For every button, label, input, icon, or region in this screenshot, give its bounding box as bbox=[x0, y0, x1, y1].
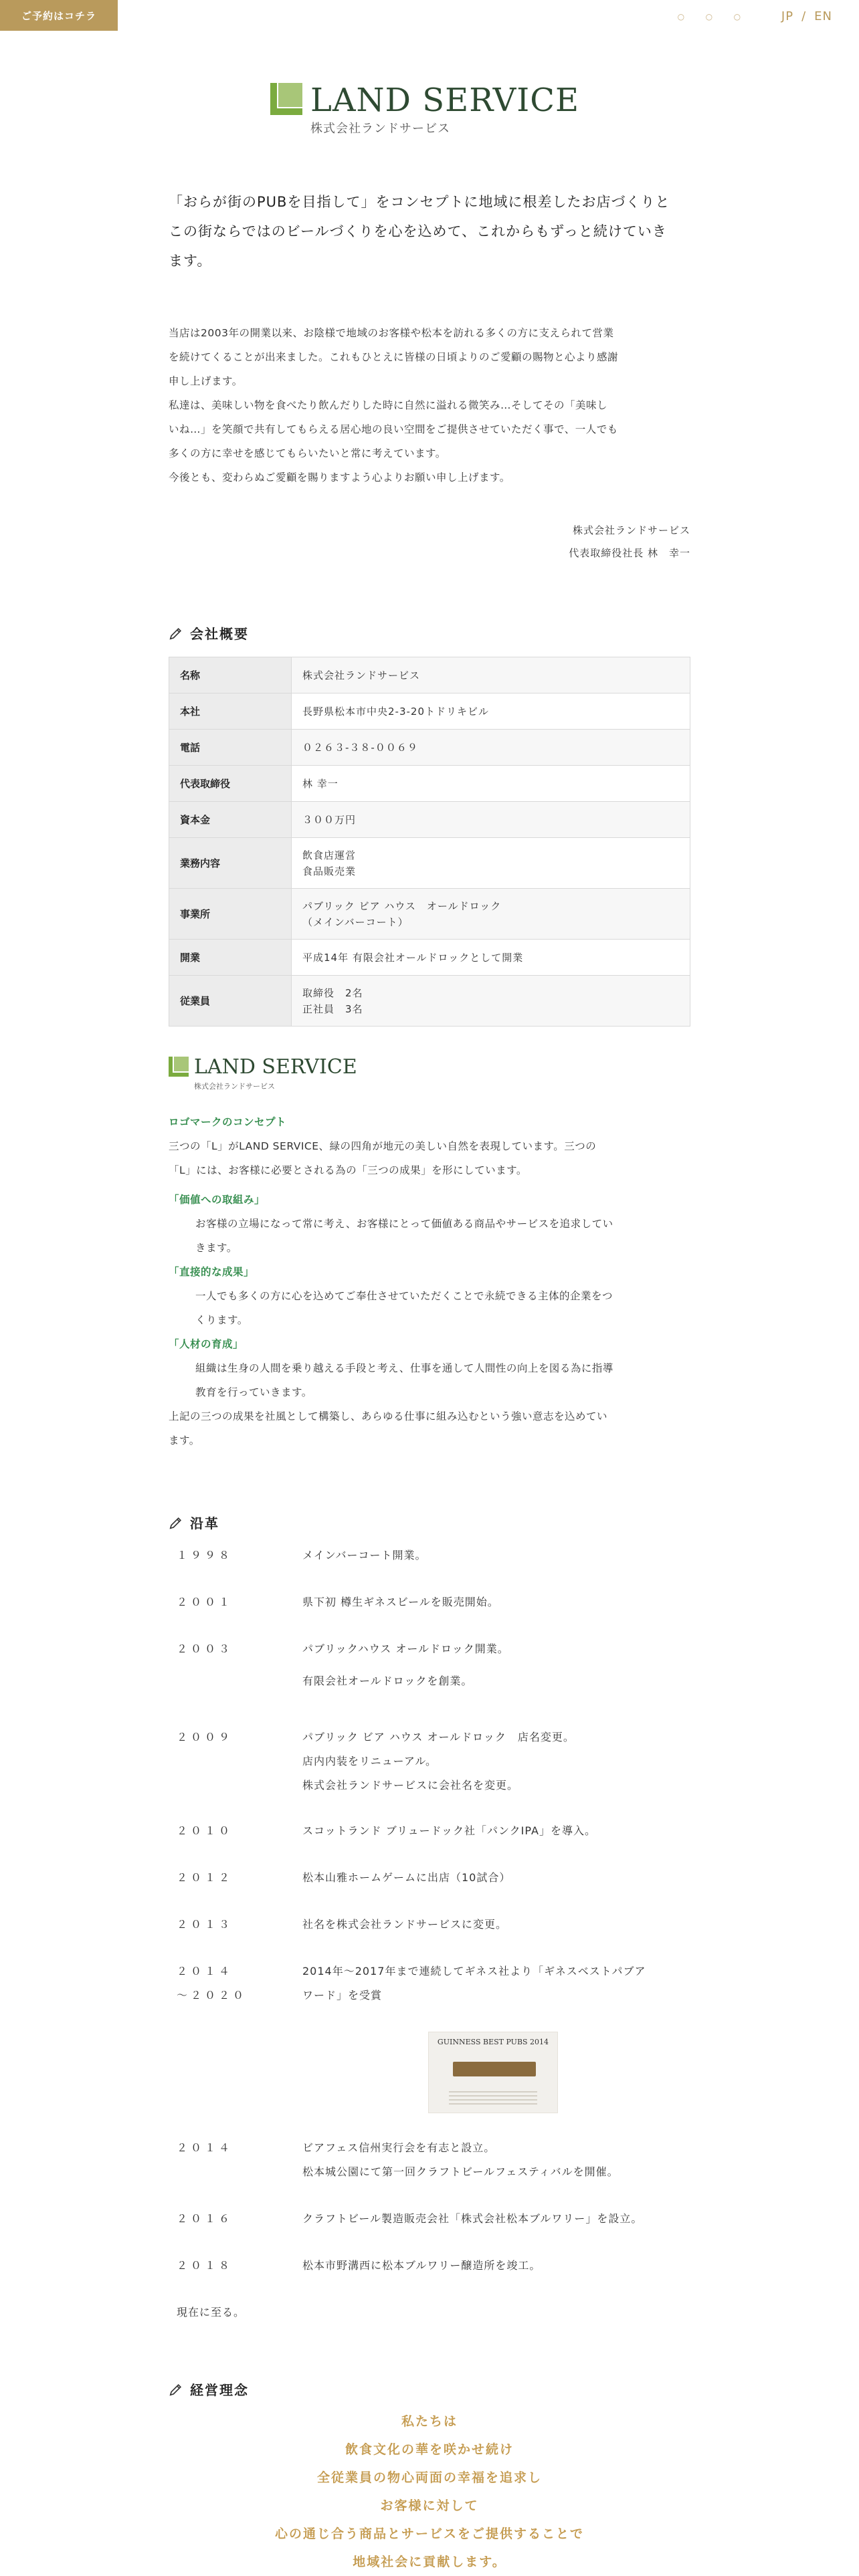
table-row: 開業 平成14年 有限会社オールドロックとして開業 bbox=[169, 940, 690, 976]
table-row: 従業員 取締役 2名 正社員 3名 bbox=[169, 976, 690, 1027]
logo-subtitle: 株式会社ランドサービス bbox=[310, 122, 450, 136]
lang-en-link[interactable]: EN bbox=[814, 9, 832, 23]
award-title: GUINNESS BEST PUBS 2014 bbox=[437, 2038, 549, 2046]
logo-concept: ロゴマークのコンセプト 三つの「L」がLAND SERVICE、緑の四角が地元の美しい自然を表現しています。三つの 「L」には、お客様に必要とされる為の「三つの成果」を形にしています。 「価値への取組み」 お客様の立場になって常に考え、お客様にとって価値ある商品やサービスを追求してい きます。 「直接的な成果」 一人でも多くの方に心を込めてご奉仕させていただくことで永続できる主体的企業をつ くります。 「人材の育成」 組織は生身の人間を乗り越える手段と考え、仕事を通して人間性の向上を図る為に指導 教育を行っていきます。 上記の三つの成果を社風として構築し、あらゆる仕事に組み込むという強い意志を込めてい ます。 bbox=[169, 1110, 690, 1453]
table-row: 資本金 ３００万円 bbox=[169, 802, 690, 838]
logo-small-name: LAND SERVICE bbox=[194, 1055, 357, 1079]
award-plate bbox=[453, 2062, 536, 2076]
table-row: 電話 ０２６３-３８-００６９ bbox=[169, 730, 690, 766]
signature-company: 株式会社ランドサービス bbox=[572, 524, 690, 536]
reserve-button[interactable]: ご予約はコチラ bbox=[0, 0, 118, 31]
concept-item-title: 「人材の育成」 bbox=[169, 1338, 244, 1350]
logo-small bbox=[169, 1057, 357, 1091]
signature-ceo: 代表取締役社長 林 幸一 bbox=[569, 547, 690, 559]
pencil-icon bbox=[169, 626, 183, 641]
logo-mark-icon bbox=[270, 83, 302, 115]
intro-text: 当店は2003年の開業以来、お陰様で地域のお客様や松本を訪れる多くの方に支えられて営業 を続けてくることが出来ました。これもひとえに皆様の日頃よりのご愛顧の賜物と心より感謝 申し上げます。 私達は、美味しい物を食べたり飲んだりした時に自然に溢れる微笑み…そしてその「美味し いね…」を笑顔で共有してもらえる居心地の良い空間をご提供させていただく事で、一人でも 多くの方に幸せを感じてもらいたいと常に考えています。 今後とも、変わらぬご愛顧を賜りますよう心よりお願い申し上げます。 bbox=[169, 327, 619, 484]
section-title-history: 沿革 bbox=[169, 1513, 219, 1532]
table-row: 本社 長野県松本市中央2-3-20トドリキビル bbox=[169, 693, 690, 730]
lang-jp-link[interactable]: JP bbox=[781, 9, 794, 23]
table-row: 事業所 パブリック ビア ハウス オールドロック （メインバーコート） bbox=[169, 889, 690, 940]
award-text-lines bbox=[449, 2088, 537, 2105]
logo-small-subtitle: 株式会社ランドサービス bbox=[194, 1082, 275, 1091]
twitter-icon[interactable]: ○ bbox=[705, 11, 713, 21]
lang-separator: / bbox=[801, 9, 807, 23]
concept-heading: ロゴマークのコンセプト bbox=[169, 1116, 287, 1128]
facebook-icon[interactable]: ○ bbox=[677, 11, 685, 21]
concept-item-title: 「直接的な成果」 bbox=[169, 1266, 255, 1278]
pencil-icon bbox=[169, 2382, 183, 2397]
philosophy-text: 私たちは 飲食文化の華を咲かせ続け 全従業員の物心両面の幸福を追求し お客様に対して 心の通じ合う商品とサービスをご提供することで 地域社会に貢献します。 bbox=[274, 2414, 584, 2569]
language-switch bbox=[781, 9, 832, 23]
table-row: 業務内容 飲食店運営 食品販売業 bbox=[169, 838, 690, 889]
guinness-award-image bbox=[428, 2032, 558, 2113]
site-logo[interactable] bbox=[270, 83, 579, 136]
section-title-philosophy: 経営理念 bbox=[169, 2379, 249, 2399]
company-table bbox=[169, 657, 690, 1027]
logo-mark-icon bbox=[169, 1057, 189, 1077]
top-nav bbox=[677, 9, 832, 23]
section-title-company: 会社概要 bbox=[169, 623, 249, 643]
pencil-icon bbox=[169, 1515, 183, 1530]
signature bbox=[569, 519, 690, 564]
instagram-icon[interactable]: ○ bbox=[733, 11, 741, 21]
table-row: 代表取締役 林 幸一 bbox=[169, 766, 690, 802]
concept-item-title: 「価値への取組み」 bbox=[169, 1194, 266, 1206]
lead-text: 「おらが街のPUBを目指して」をコンセプトに地域に根差したお店づくりと この街ならではのビールづくりを心を込めて、これからもずっと続けていき ます。 bbox=[169, 194, 670, 269]
page: ご予約はコチラ ○ ○ ○ JP / EN LAND SERVICE 株式会社ランドサービス 「おらが街のPUBを目指して」をコンセプトに地域に根差したお店づくりと この街ならではのビールづくりを心を込めて、これからもずっと続けていき ます。 当店は2003年の開業以来、お陰様で地域のお客様や松本を訪れる多くの方に支えられて営業 を続けてくることが出来ました。これもひとえに皆様の日頃よりのご愛顧の賜物と心より感謝 申し上げます。 私達は、美味しい物を食べたり飲んだりした時に自然に溢れる微笑み…そしてその「美味し いね…」を笑顔で共有してもらえる居心地の良い空間をご提供させていただく事で、一人でも 多くの方に幸せを感じてもらいたいと常に考えています。 今後とも、変わらぬご愛顧を賜りますよう心よりお願い申し上げます。 株式会社ランドサービス 代表取締役社長 林 幸一 会社概要 名称 株式会社ランドサービス 本社 長野県松本市中央2-3-20トドリキビル 電話 ０２６３-３８-００６９ 代表取締役 林 幸一 資本金 ３００万円 業務内容 飲食店運営 食品販売業 事業所 パブリック ビア ハウス オールドロック （メインバーコート） 開業 平成14年 有限会社オールドロックとして開業 従業員 取締役 2名 正社員 3名 LAND SERVICE 株式会社ランドサービス ロゴマークのコンセプト 三つの「L」がLAND SERVICE、緑の四角が地元の美しい自然を表現しています。三つの 「L」には、お客様に必要とされる為の「三つの成果」を形にしています。 「価値への取組み」 お客様の立場になって常に考え、お客様にとって価値ある商品やサービスを追求してい きます。 「直接的な成果」 一人でも多くの方に心を込めてご奉仕させていただくことで永続できる主体的企業をつ くります。 「人材の育成」 組織は生身の人間を乗り越える手段と考え、仕事を通して人間性の向上を図る為に指導 教育を行っていきます。 上記の三つの成果を社風として構築し、あらゆる仕事に組み込むという強い意志を込めてい ます。 沿革 １９９８ メインバーコート開業。 ２００１ 県下初 樽生ギネスビールを販売開始。 ２００３ パブリックハウス オールドロック開業。 有限会社オールドロックを創業。 ２００９ パブリック ビア ハウス オールドロック 店名変更。 店内内装をリニューアル。 株式会社ランドサービスに会社名を変更。 ２０１０ スコットランド ブリュードック社「パンクIPA」を導入。 ２０１２ 松本山雅ホームゲームに出店（10試合） ２０１３ 社名を株式会社ランドサービスに変更。 ２０１４ ～２０２０ 2014年～2017年まで連続してギネス社より「ギネスベストパブア ワード」を受賞 ２０１４ ビアフェス信州実行会を有志と設立。 松本城公園にて第一回クラフトビールフェスティバルを開催。 ２０１６ クラフトビール製造販売会社「株式会社松本ブルワリー」を設立。 ２０１８ 松本市野溝西に松本ブルワリー醸造所を竣工。 現在に至る。 GUINNESS BEST PUBS 2014 経営理念 私たちは 飲食文化の華を咲かせ続け 全従業員の物心両面の幸福を追求し お客様に対して 心の通じ合う商品とサービスをご提供することで 地域社会に貢献します。 bbox=[0, 0, 859, 2576]
table-row: 名称 株式会社ランドサービス bbox=[169, 657, 690, 693]
logo-name: LAND SERVICE bbox=[310, 82, 580, 119]
